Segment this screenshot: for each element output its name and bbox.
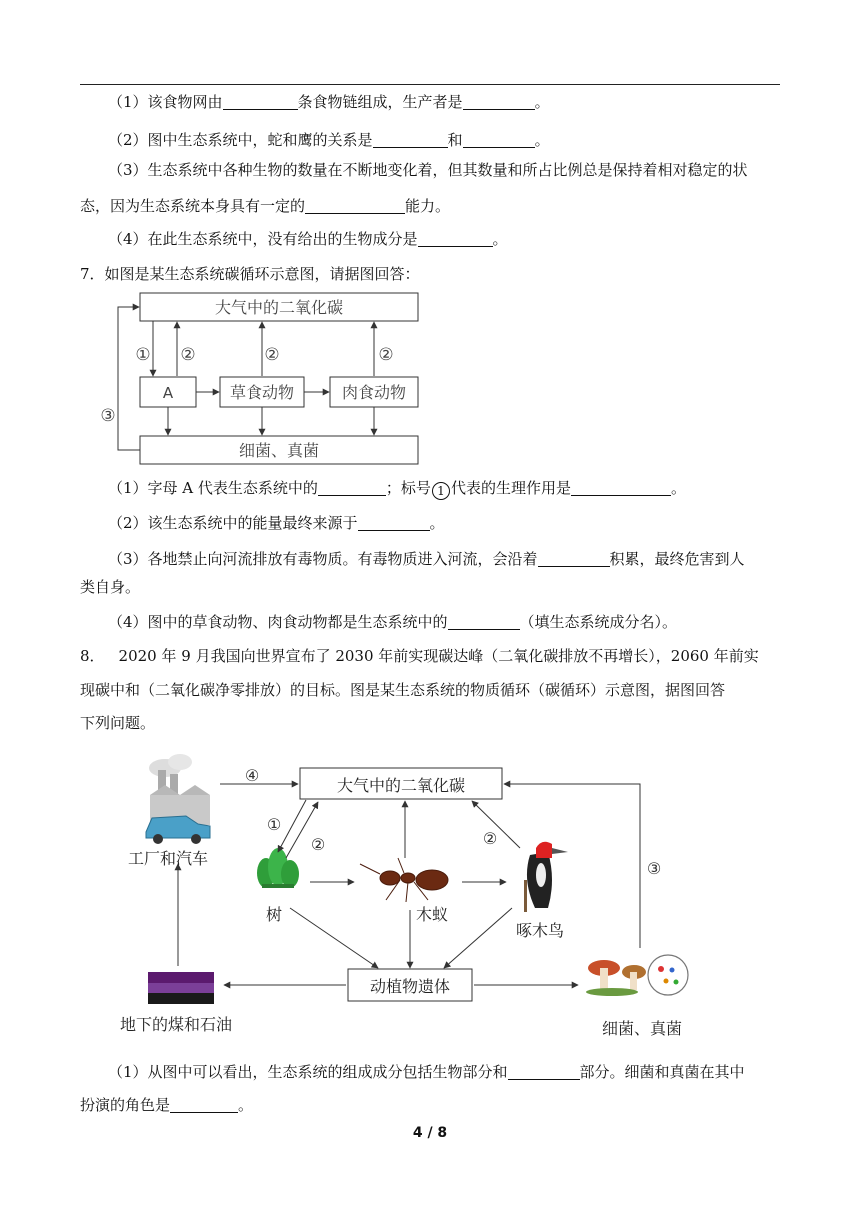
q7-mark-3: ③: [100, 406, 116, 426]
q6-sub3-line1: （3）生态系统中各种生物的数量在不断地变化着，但其数量和所占比例总是保持着相对稳定的状: [108, 161, 748, 179]
q6-sub2-text-a: （2）图中生态系统中，蛇和鹰的关系是: [108, 131, 373, 149]
q7-mark-2: ②: [264, 345, 280, 365]
q8-sub1-line2: [80, 1095, 253, 1115]
q7-sub1-text-c: 代表的生理作用是: [450, 479, 571, 497]
q7-sub3-text-a: （3）各地禁止向河流排放有毒物质。有毒物质进入河流，会沿着: [108, 550, 538, 568]
q8-stem-line1: [80, 646, 759, 666]
q8-mark-3: ③: [646, 859, 662, 878]
q7-sub3-line1: [108, 549, 745, 569]
q7-sub3-line2: 类自身。: [80, 578, 141, 596]
q8-number: 8．: [80, 647, 105, 665]
q8-mark-2: ②: [310, 835, 326, 854]
q7-a-label: A: [162, 384, 174, 402]
q6-sub3-text-b: 能力。: [405, 197, 451, 215]
q7-mark-2: ②: [378, 345, 394, 365]
q8-sub1-text-c: 扮演的角色是: [80, 1096, 171, 1114]
q8-sub1-text-d: 。: [238, 1096, 254, 1114]
q8-sub1-text-a: （1）从图中可以看出，生态系统的组成成分包括生物部分和: [108, 1063, 508, 1081]
q7-sub2-text-b: 。: [429, 514, 445, 532]
q7-sub1-text-b: ；标号: [385, 479, 431, 497]
q6-sub2-text-c: 。: [534, 131, 550, 149]
q8-carbon-cycle-diagram: [0, 740, 860, 1050]
q7-sub3-text-b: 积累，最终危害到人: [609, 550, 745, 568]
q8-coal-label: 地下的煤和石油: [119, 1015, 233, 1034]
q8-ant-label: 木蚁: [415, 905, 449, 924]
q7-sub4-text-b: （填生态系统成分名）。: [519, 613, 678, 631]
answer-blank[interactable]: [448, 614, 520, 630]
answer-blank[interactable]: [571, 480, 671, 496]
q7-stem: 7．如图是某生态系统碳循环示意图，请据图回答：: [80, 265, 420, 283]
q7-sub4: [108, 612, 677, 632]
tree-icon: [257, 848, 299, 888]
q7-arrow-decomposition: [118, 307, 140, 450]
q6-sub1-text-a: （1）该食物网由: [108, 93, 223, 111]
q6-sub1-text-b: 条食物链组成，生产者是: [297, 93, 463, 111]
q8-stem-line2: 现碳中和（二氧化碳净零排放）的目标。图是某生态系统的物质循环（碳循环）示意图，据图回答: [80, 681, 726, 699]
q8-sub1-line1: [108, 1062, 745, 1082]
q7-carbon-cycle-diagram: [0, 0, 860, 480]
q7-mark-2: ②: [180, 345, 196, 365]
q8-stem-line3: 下列问题。: [80, 714, 156, 732]
q8-microbes-label: 细菌、真菌: [601, 1019, 683, 1038]
circled-number-1: 1: [432, 482, 450, 500]
q8-mark-2: ②: [482, 829, 498, 848]
q7-herbivore-label: 草食动物: [229, 383, 295, 402]
q8-bird-label: 啄木鸟: [515, 921, 565, 940]
answer-blank[interactable]: [358, 515, 430, 531]
q8-arrow-photosynthesis: [278, 800, 306, 852]
answer-blank[interactable]: [170, 1097, 238, 1113]
q7-atmosphere-label: 大气中的二氧化碳: [214, 298, 344, 317]
q6-sub1-text-c: 。: [534, 93, 550, 111]
coal-oil-layers-icon: [148, 972, 214, 1004]
q8-mark-1: ①: [266, 815, 282, 834]
q7-sub2: [108, 513, 445, 533]
page-number: 4 / 8: [412, 1125, 448, 1141]
q6-sub4-text-b: 。: [492, 230, 508, 248]
q8-tree-label: 树: [265, 905, 283, 924]
answer-blank[interactable]: [318, 480, 386, 496]
factory-car-icon: [146, 754, 210, 844]
q8-stem-text: 2020 年 9 月我国向世界宣布了 2030 年前实现碳达峰（二氧化碳排放不再增长），2060 年前实: [118, 647, 759, 665]
q8-remains-label: 动植物遗体: [369, 977, 451, 996]
q7-decomposer-label: 细菌、真菌: [238, 441, 320, 460]
q6-sub2-text-b: 和: [447, 131, 463, 149]
q7-mark-1: ①: [135, 345, 151, 365]
q7-sub1-text-a: （1）字母 A 代表生态系统中的: [108, 479, 318, 497]
q7-sub4-text-a: （4）图中的草食动物、肉食动物都是生态系统中的: [108, 613, 448, 631]
q8-factory-label: 工厂和汽车: [127, 849, 209, 868]
answer-blank[interactable]: [538, 551, 610, 567]
q7-sub1: [108, 478, 686, 500]
q7-sub2-text-a: （2）该生态系统中的能量最终来源于: [108, 514, 358, 532]
mushrooms-microbes-icon: [586, 955, 688, 996]
ant-icon: [360, 858, 448, 902]
answer-blank[interactable]: [508, 1064, 580, 1080]
q6-sub3-text-a: 态，因为生态系统本身具有一定的: [80, 197, 306, 215]
q8-arrow-tree-remains: [290, 908, 378, 968]
q7-carnivore-label: 肉食动物: [341, 383, 407, 402]
q7-sub1-text-d: 。: [670, 479, 686, 497]
woodpecker-icon: [524, 842, 568, 912]
q6-sub4-text-a: （4）在此生态系统中，没有给出的生物成分是: [108, 230, 418, 248]
q8-mark-4: ④: [244, 766, 260, 785]
q8-sub1-text-b: 部分。细菌和真菌在其中: [579, 1063, 745, 1081]
q8-atmosphere-label: 大气中的二氧化碳: [336, 776, 466, 795]
q8-arrow-bird-remains: [444, 908, 512, 968]
